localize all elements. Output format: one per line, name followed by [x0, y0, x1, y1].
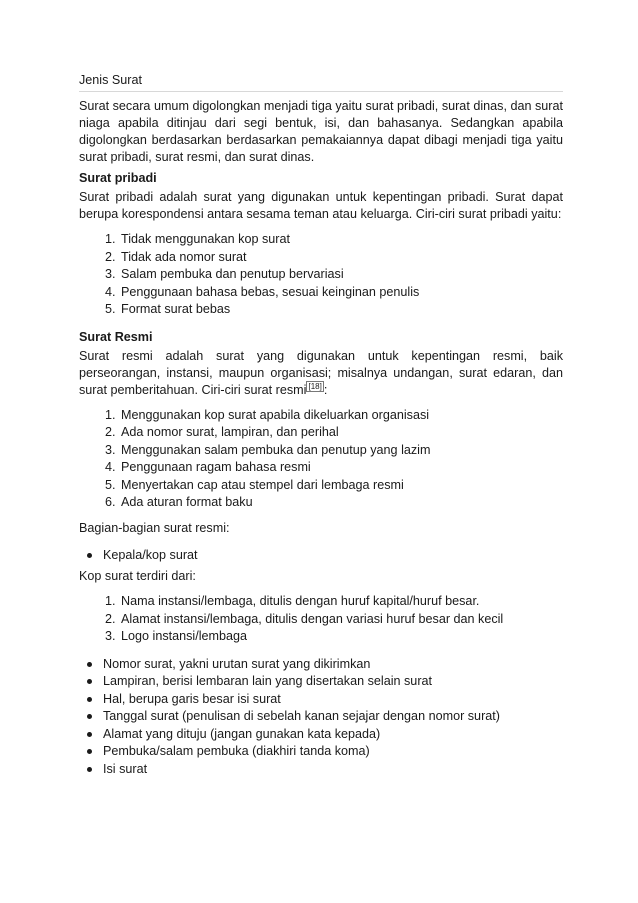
- list-item: 2. Tidak ada nomor surat: [119, 249, 563, 267]
- list-item: 1. Nama instansi/lembaga, ditulis dengan huruf kapital/huruf besar.: [119, 593, 563, 611]
- bullet-item: Nomor surat, yakni urutan surat yang dikirimkan: [103, 656, 563, 674]
- list-item: 3. Menggunakan salam pembuka dan penutup yang lazim: [119, 442, 563, 460]
- pribadi-list: [79, 231, 563, 319]
- kop-label: Kop surat terdiri dari:: [79, 569, 196, 583]
- resmi-description: [79, 348, 563, 399]
- parts-list-rest: [79, 656, 563, 779]
- resmi-description-text: Surat resmi adalah surat yang digunakan untuk kepentingan resmi, baik perseorangan, instansi, maupun organisasi; misalnya undangan, surat edaran, dan surat pemberitahuan. Ciri-ciri surat resmi: [79, 348, 563, 397]
- bullet-item: Isi surat: [103, 761, 563, 779]
- resmi-description-end: :: [323, 382, 328, 397]
- resmi-title: Surat Resmi: [79, 329, 153, 344]
- list-item: 1. Menggunakan kop surat apabila dikeluarkan organisasi: [119, 407, 563, 425]
- pribadi-title: Surat pribadi: [79, 171, 157, 185]
- bullet-item: Hal, berupa garis besar isi surat: [103, 691, 563, 709]
- bullet-item: Kepala/kop surat: [103, 547, 563, 565]
- resmi-list: [79, 407, 563, 512]
- section-heading: Jenis Surat: [79, 72, 563, 92]
- bullet-item: Tanggal surat (penulisan di sebelah kanan sejajar dengan nomor surat): [103, 708, 563, 726]
- parts-list-first: [79, 547, 563, 565]
- list-item: 2. Ada nomor surat, lampiran, dan perihal: [119, 424, 563, 442]
- list-item: 2. Alamat instansi/lembaga, ditulis dengan variasi huruf besar dan kecil: [119, 611, 563, 629]
- parts-label: Bagian-bagian surat resmi:: [79, 520, 230, 535]
- reference-link[interactable]: [18]: [308, 381, 322, 391]
- list-item: 3. Salam pembuka dan penutup bervariasi: [119, 266, 563, 284]
- list-item: 5. Format surat bebas: [119, 301, 563, 319]
- kop-list: [79, 593, 563, 646]
- list-item: 5. Menyertakan cap atau stempel dari lembaga resmi: [119, 477, 563, 495]
- bullet-item: Alamat yang dituju (jangan gunakan kata kepada): [103, 726, 563, 744]
- list-item: 4. Penggunaan ragam bahasa resmi: [119, 459, 563, 477]
- document-page: [79, 72, 563, 778]
- list-item: 3. Logo instansi/lembaga: [119, 628, 563, 646]
- bullet-item: Lampiran, berisi lembaran lain yang disertakan selain surat: [103, 673, 563, 691]
- list-item: 6. Ada aturan format baku: [119, 494, 563, 512]
- bullet-item: Pembuka/salam pembuka (diakhiri tanda koma): [103, 743, 563, 761]
- list-item: 4. Penggunaan bahasa bebas, sesuai keinginan penulis: [119, 284, 563, 302]
- pribadi-description: Surat pribadi adalah surat yang digunakan untuk kepentingan pribadi. Surat dapat berupa korespondensi antara sesama teman atau keluarga. Ciri-ciri surat pribadi yaitu:: [79, 190, 563, 221]
- intro-paragraph: Surat secara umum digolongkan menjadi tiga yaitu surat pribadi, surat dinas, dan surat niaga apabila ditinjau dari segi bentuk, isi, dan bahasanya. Sedangkan apabila digolongkan berdasarkan berdasarkan pemakaiannya dapat dibagi menjadi tiga yaitu surat pribadi, surat resmi, dan surat dinas.: [79, 99, 563, 164]
- list-item: 1. Tidak menggunakan kop surat: [119, 231, 563, 249]
